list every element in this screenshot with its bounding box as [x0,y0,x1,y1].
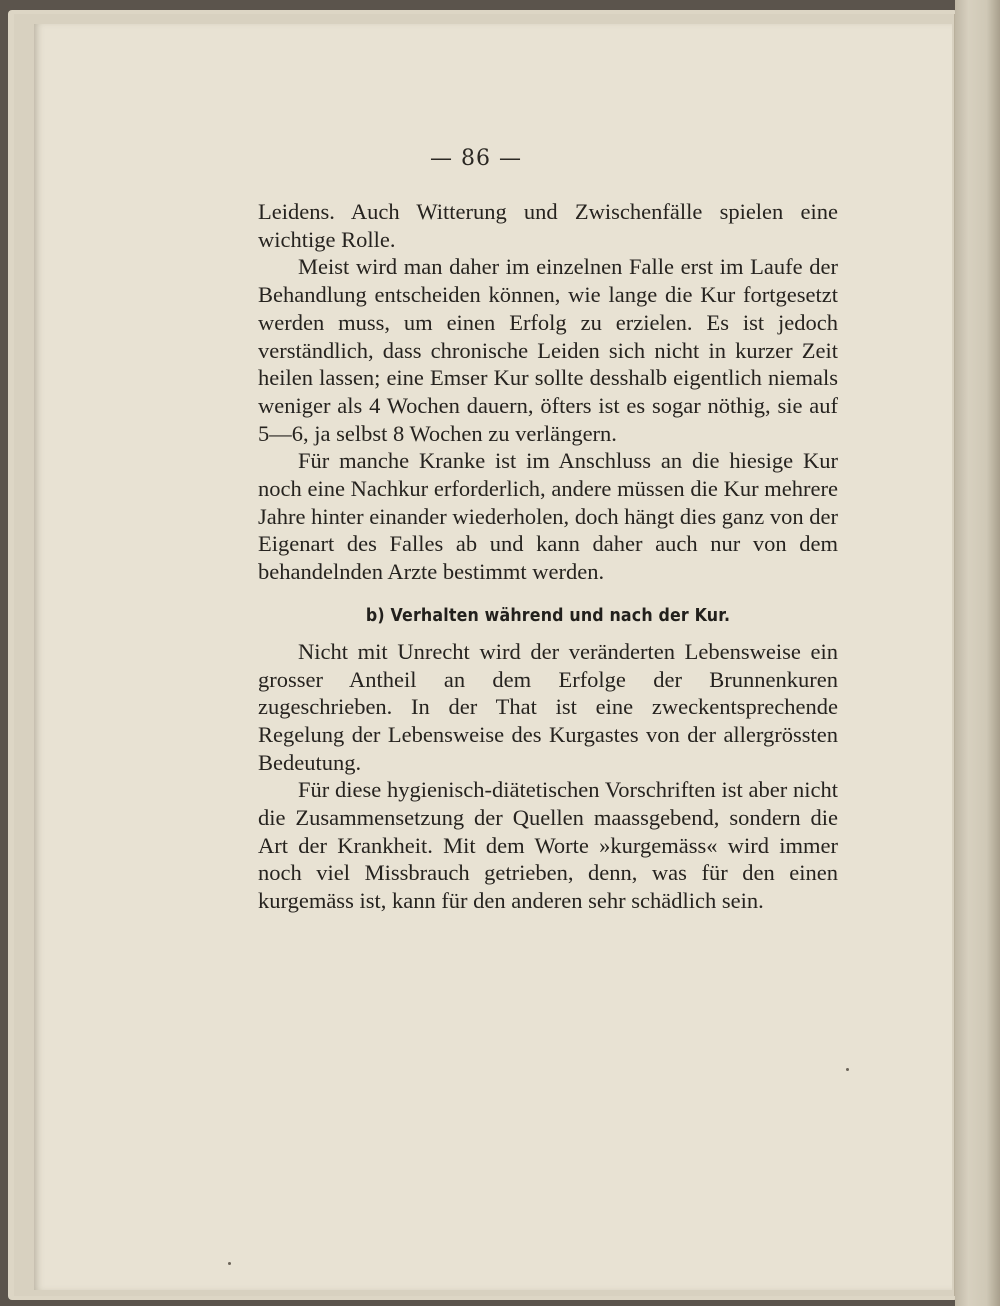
paragraph: Meist wird man daher im einzelnen Falle erst im Laufe der Behandlung entscheiden können, wie lange die Kur fortgesetzt werden muss, um einen Erfolg zu erzielen. Es ist jedoch verständlich, dass chronische Leiden sich nicht in kurzer Zeit heilen lassen; eine Emser Kur sollte desshalb eigentlich niemals weniger als 4 Wochen dauern, öfters ist es sogar nöthig, sie auf 5—6, ja selbst 8 Wochen zu verlängern. [258,254,838,446]
page-number: — 86 — [430,146,522,171]
book-spine [955,0,1000,1306]
paragraph: Nicht mit Unrecht wird der veränderten Lebensweise ein grosser Antheil an dem Erfolge der Brunnenkuren zugeschrieben. In der That ist eine zweckentsprechende Regelung der Lebensweise des Kurgastes von der allergrössten Bedeutung. [258,638,838,775]
paragraph: Für manche Kranke ist im Anschluss an die hiesige Kur noch eine Nachkur erforderlich, andere müssen die Kur mehrere Jahre hinter einander wiederholen, doch hängt dies ganz von der Eigenart des Falles ab und kann daher auch nur von dem behandelnden Arzte bestimmt werden. [258,448,838,585]
paragraph: Leidens. Auch Witterung und Zwischenfälle spielen eine wichtige Rolle. [258,199,838,252]
paper-speck [228,1262,231,1265]
section-heading: b) Verhalten während und nach der Kur. [365,604,731,626]
body-text [258,198,838,915]
paragraph: Für diese hygienisch-diätetischen Vorschriften ist aber nicht die Zusammensetzung der Quellen maassgebend, sondern die Art der Krankheit. Mit dem Worte »kurgemäss« wird immer noch viel Missbrauch getrieben, denn, was für den einen kurgemäss ist, kann für den anderen sehr schädlich sein. [258,777,838,914]
paper-speck [846,1068,849,1071]
